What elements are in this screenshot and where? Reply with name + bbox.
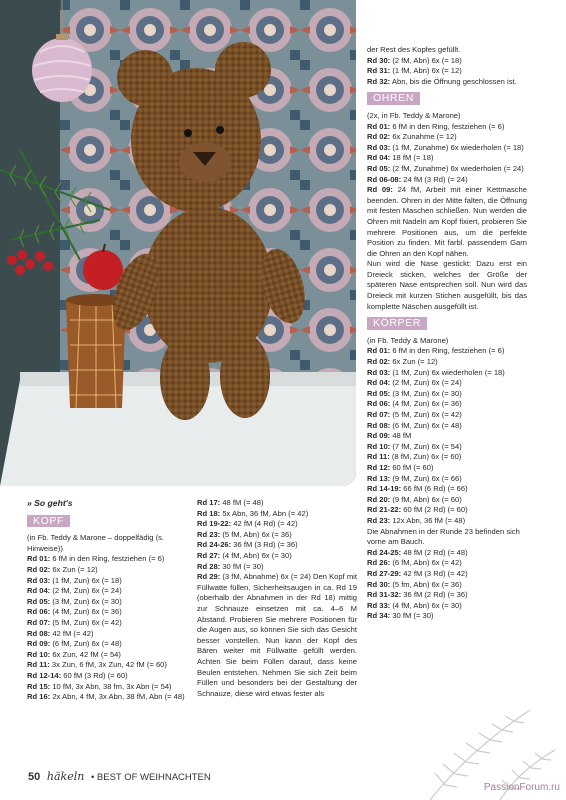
instruction-row	[367, 368, 527, 379]
instruction-row	[367, 421, 527, 432]
instruction-row	[27, 607, 190, 618]
so-gehts-text: So geht's	[34, 498, 73, 508]
round-text: 48 fM	[390, 431, 412, 441]
instruction-row	[197, 498, 357, 509]
round-label: Rd 20:	[367, 494, 391, 504]
instruction-row	[367, 132, 527, 143]
instruction-row	[367, 175, 527, 186]
round-label: Rd 10:	[367, 441, 391, 451]
round-text: (2 fM, Zun) 6x (= 24)	[50, 586, 122, 596]
instruction-row	[27, 671, 190, 682]
instruction-row	[367, 569, 527, 580]
round-text: 6 fM in den Ring, festziehen (= 6)	[390, 346, 505, 356]
instruction-row	[367, 77, 527, 88]
instruction-row	[27, 682, 190, 693]
round-label: Rd 33:	[367, 600, 391, 610]
round-text: (6 fM, Zun) 6x (= 48)	[50, 639, 122, 649]
round-label: Rd 14-19:	[367, 484, 402, 494]
round-label: Rd 02:	[367, 132, 391, 142]
ohren-intro: (2x, in Fb. Teddy & Marone)	[367, 110, 461, 120]
round-label: Rd 05:	[27, 596, 51, 606]
round-text: 60 fM (= 60)	[390, 462, 434, 472]
nose-instructions: Nun wird die Nase gestickt: Dazu erst ein Dreieck sticken, welches der Größe der späteren Nase entsprechen soll. Nun wird das Dreieck mit kurzen Stichen ausgefüllt, bis das komplette Näschen ausgefüllt ist.	[367, 259, 527, 311]
round-text: 30 fM (= 30)	[390, 611, 434, 621]
instruction-row	[367, 143, 527, 154]
instruction-row	[197, 562, 357, 573]
round-text: 12x Abn, 36 fM (= 48)	[390, 515, 466, 525]
round-text: 10 fM, 3x Abn, 38 fm, 3x Abn (= 54)	[50, 681, 172, 691]
round-label: Rd 06:	[27, 607, 51, 617]
footer-separator: •	[90, 772, 95, 783]
round-text: (3 fM, Zun) 6x (= 30)	[50, 596, 122, 606]
round-text: 60 fM (3 Rd) (= 60)	[61, 670, 128, 680]
round-label: Rd 02:	[27, 564, 51, 574]
round-label: Rd 11:	[367, 452, 390, 462]
round-text: (4 fM, Zun) 6x (= 36)	[390, 399, 462, 409]
instruction-row	[197, 519, 357, 530]
round-label: Rd 27-29:	[367, 568, 402, 578]
magazine-brand: häkeln	[46, 770, 85, 783]
page-number: 50	[28, 771, 41, 783]
round-text: 6 fM in den Ring, festziehen (= 6)	[50, 554, 165, 564]
round-label: Rd 34:	[367, 611, 391, 621]
round-label: Rd 01:	[27, 554, 51, 564]
round-label: Rd 24-25:	[367, 547, 402, 557]
round-text: 18 fM (= 18)	[390, 153, 434, 163]
round-label: Rd 06:	[367, 399, 391, 409]
instruction-row	[27, 650, 190, 661]
column-right	[367, 45, 527, 622]
koerper-intro: (in Fb. Teddy & Marone)	[367, 335, 449, 345]
instruction-row	[367, 505, 527, 516]
instruction-row	[27, 597, 190, 608]
teddy-photo	[0, 0, 356, 486]
section-heading-kopf: KOPF	[27, 515, 70, 528]
round-text: (5 fm, Abn) 6x (= 36)	[390, 579, 462, 589]
round-label: Rd 13:	[367, 473, 391, 483]
double-chevron-icon: »	[27, 498, 32, 508]
round-label: Rd 23:	[367, 515, 391, 525]
instruction-row	[367, 66, 527, 77]
instruction-row	[197, 530, 357, 541]
round-label: Rd 04:	[27, 586, 51, 596]
round-label: Rd 31-32:	[367, 590, 402, 600]
round-label: Rd 23:	[197, 529, 221, 539]
round-label: Rd 29:	[197, 572, 221, 582]
round-text: Abn, bis die Öffnung geschlossen ist.	[390, 76, 517, 86]
round-text: (4 fM, Zun) 6x (= 36)	[50, 607, 122, 617]
instruction-row	[367, 153, 527, 164]
section-heading-ohren: OHREN	[367, 92, 420, 105]
round-text: 42 fM (4 Rd) (= 42)	[231, 519, 298, 529]
round-label: Rd 09:	[367, 185, 393, 195]
instruction-row	[367, 164, 527, 175]
round-text: (1 fM, Zun) 6x wiederholen (= 18)	[390, 367, 505, 377]
instruction-row	[367, 548, 527, 559]
instruction-row	[197, 572, 357, 699]
so-gehts-heading	[27, 498, 190, 509]
round-text: (9 fM, Zun) 6x (= 66)	[390, 473, 462, 483]
round-text: (7 fM, Zun) 6x (= 54)	[390, 441, 462, 451]
instruction-row	[197, 551, 357, 562]
round-label: Rd 26:	[367, 558, 391, 568]
instruction-row	[367, 431, 527, 442]
section-heading-koerper: KÖRPER	[367, 317, 427, 330]
round-label: Rd 05:	[367, 163, 391, 173]
instruction-row	[367, 346, 527, 357]
round-text: 5x Abn, 36 fM, Abn (= 42)	[220, 508, 309, 518]
instruction-row	[367, 399, 527, 410]
round-text: 6x Zun (= 12)	[50, 564, 98, 574]
round-text: 66 fM (6 Rd) (= 66)	[401, 484, 468, 494]
instruction-row	[367, 410, 527, 421]
instruction-row	[27, 565, 190, 576]
instruction-row	[367, 463, 527, 474]
instruction-row	[367, 56, 527, 67]
instruction-row	[27, 576, 190, 587]
round-label: Rd 01:	[367, 346, 391, 356]
round-text: 42 fM (3 Rd) (= 42)	[401, 568, 468, 578]
kopf-intro: (in Fb. Teddy & Marone – doppelfädig (s. Hinweise))	[27, 533, 165, 553]
instruction-note	[367, 527, 527, 548]
round-label: Rd 12-14:	[27, 670, 62, 680]
round-text: (3 fM, Abnahme) 6x (= 24) Den Kopf mit Füllwatte füllen, Sicherheitsaugen in ca. Rd 19 (oberhalb der Abnahmen in der Rd 18) mittig zur Schnauze einsetzen mit ca. 4–6 M Abstand. Probieren Sie mehrere Positionen für die Augen aus, so können Sie sich das Gesicht besser vorstellen. Nun kann der Kopf des Bären weiter mit Füllwatte gefüllt werden. Achten Sie beim Füllen darauf, dass keine Beulen entstehen. Nehmen Sie sich Zeit beim Füllen und besonders bei der Gestaltung der Schnauze, diese wird etwas fester als	[197, 572, 357, 698]
round-text: 6x Zunahme (= 12)	[390, 132, 457, 142]
round-label: Rd 27:	[197, 550, 221, 560]
round-text: (3 fM, Zun) 6x (= 30)	[390, 388, 462, 398]
instruction-row	[367, 601, 527, 612]
round-label: Rd 09:	[27, 639, 51, 649]
round-text: 36 fM (3 Rd) (= 36)	[231, 540, 298, 550]
round-label: Rd 02:	[367, 357, 391, 367]
round-text: 6x Zun, 42 fM (= 54)	[50, 649, 121, 659]
round-text: (8 fM, Zun) 6x (= 60)	[389, 452, 462, 462]
column-middle	[197, 498, 357, 699]
round-label: Rd 08:	[27, 628, 51, 638]
round-label: Rd 31:	[367, 66, 391, 76]
instruction-row	[367, 185, 527, 259]
round-text: (6 fM, Zun) 6x (= 48)	[390, 420, 462, 430]
round-text: (1 fM, Abn) 6x (= 12)	[390, 66, 462, 76]
round-label: Rd 09:	[367, 431, 391, 441]
instruction-row	[367, 357, 527, 368]
round-label: Rd 07:	[27, 617, 51, 627]
instruction-row	[27, 660, 190, 671]
instruction-row	[27, 639, 190, 650]
round-text: (4 fM, Abn) 6x (= 30)	[390, 600, 462, 610]
round-label: Rd 03:	[367, 142, 391, 152]
round-label: Rd 11:	[27, 660, 50, 670]
round-text: (5 fM, Abn) 6x (= 36)	[220, 529, 292, 539]
round-text: (2 fM, Abn) 6x (= 18)	[390, 55, 462, 65]
round-label: Rd 28:	[197, 561, 221, 571]
round-label: Rd 05:	[367, 388, 391, 398]
instruction-row	[367, 378, 527, 389]
instruction-row	[367, 122, 527, 133]
round-text: 48 fM (2 Rd) (= 48)	[401, 547, 468, 557]
round-label: Rd 10:	[27, 649, 51, 659]
round-text: 60 fM (2 Rd) (= 60)	[401, 505, 468, 515]
round-label: Rd 30:	[367, 55, 391, 65]
instruction-row	[367, 452, 527, 463]
page-footer	[28, 770, 211, 783]
round-label: Rd 17:	[197, 498, 221, 507]
round-text: (5 fM, Zun) 6x (= 42)	[390, 410, 462, 419]
instruction-row	[27, 692, 190, 703]
round-text: 3x Zun, 6 fM, 3x Zun, 42 fM (= 60)	[49, 660, 167, 670]
instruction-row	[367, 495, 527, 506]
round-text: (9 fM, Abn) 6x (= 60)	[390, 494, 462, 504]
round-label: Rd 32:	[367, 76, 391, 86]
round-label: Rd 24-26:	[197, 540, 232, 550]
round-label: Rd 06-08:	[367, 174, 402, 184]
issue-title: BEST OF WEIHNACHTEN	[96, 772, 211, 783]
round-label: Rd 18:	[197, 508, 221, 518]
instruction-row	[367, 590, 527, 601]
round-label: Rd 07:	[367, 410, 391, 419]
round-label: Rd 16:	[27, 692, 51, 702]
round-label: Rd 15:	[27, 681, 51, 691]
instruction-row	[197, 540, 357, 551]
round-text: 6 fM in den Ring, festziehen (= 6)	[390, 121, 505, 131]
round-text: 42 fM (= 42)	[50, 628, 94, 638]
round-text: 24 fM (3 Rd) (= 24)	[401, 174, 468, 184]
kopf-cont-intro: der Rest des Kopfes gefüllt.	[367, 45, 461, 54]
column-left	[27, 498, 190, 703]
instruction-row	[367, 474, 527, 485]
watermark: PassionForum.ru	[483, 782, 560, 793]
round-label: Rd 30:	[367, 579, 391, 589]
round-text: 6x Zun (= 12)	[390, 357, 438, 367]
round-label: Rd 04:	[367, 378, 391, 388]
round-text: 24 fM, Arbeit mit einer Kettmasche beenden. Ohren in der Mitte falten, die Öffnung mit festen Maschen schließen. Nun werden die Ohren mit Nadeln am Kopf fixiert, probieren Sie mehrere Positionen aus, um die perfekte Position zu finden. Mit farbl. passendem Garn die Ohren an den Kopf nähen.	[367, 185, 527, 258]
instruction-row	[27, 586, 190, 597]
instruction-row	[27, 554, 190, 565]
round-label: Rd 01:	[367, 121, 391, 131]
round-text: (1 fM, Zunahme) 6x wiederholen (= 18)	[390, 142, 524, 152]
round-label: Rd 19-22:	[197, 519, 232, 529]
round-text: 30 fM (= 30)	[220, 561, 264, 571]
round-label: Rd 03:	[367, 367, 391, 377]
instruction-row	[27, 618, 190, 629]
round-label: Rd 08:	[367, 420, 391, 430]
round-text: Die Abnahmen in der Runde 23 befinden sich vorne am Bauch.	[367, 526, 520, 547]
round-text: (1 fM, Zun) 6x (= 18)	[50, 575, 122, 585]
instruction-row	[27, 629, 190, 640]
round-text: (2 fM, Zunahme) 6x wiederholen (= 24)	[390, 163, 524, 173]
round-label: Rd 21-22:	[367, 505, 402, 515]
round-text: 36 fM (2 Rd) (= 36)	[401, 590, 468, 600]
round-text: (6 fM, Abn) 6x (= 42)	[390, 558, 462, 568]
round-text: 2x Abn, 4 fM, 3x Abn, 38 fM, Abn (= 48)	[50, 692, 185, 702]
round-label: Rd 04:	[367, 153, 391, 163]
instruction-row	[367, 484, 527, 495]
round-text: (4 fM, Abn) 6x (= 30)	[220, 550, 292, 560]
instruction-row	[367, 389, 527, 400]
instruction-row	[367, 611, 527, 622]
instruction-row	[367, 516, 527, 527]
round-text: 48 fM (= 48)	[220, 498, 264, 507]
instruction-row	[367, 442, 527, 453]
round-label: Rd 12:	[367, 462, 391, 472]
round-text: (5 fM, Zun) 6x (= 42)	[50, 617, 122, 627]
round-text: (2 fM, Zun) 6x (= 24)	[390, 378, 462, 388]
instruction-row	[197, 509, 357, 520]
instruction-row	[367, 580, 527, 591]
round-label: Rd 03:	[27, 575, 51, 585]
instruction-row	[367, 558, 527, 569]
